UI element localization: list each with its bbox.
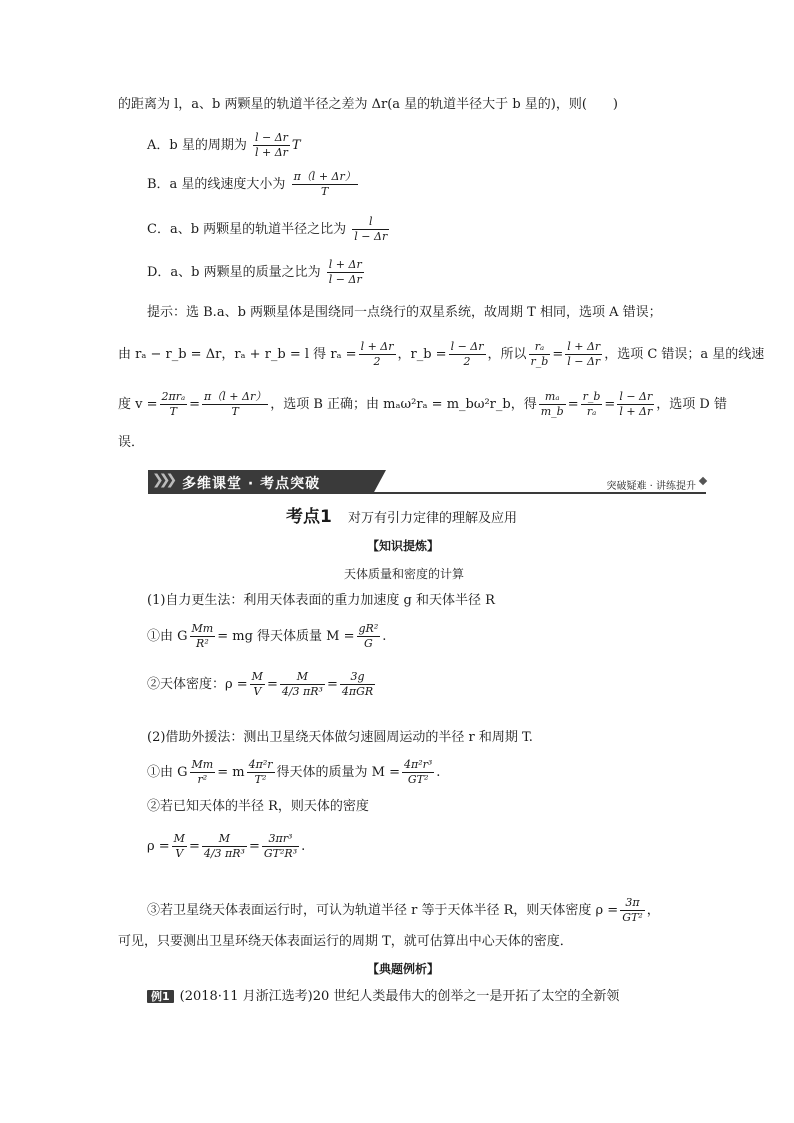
fraction-denominator: G: [363, 636, 373, 650]
formula-fraction: [160, 390, 188, 419]
formula-fraction: [529, 340, 551, 369]
formula-fraction: [202, 390, 268, 419]
hint-line-1: [147, 306, 662, 319]
method-2-conclusion: 可见，只要测出卫星环绕天体表面运行的周期 T，就可估算出中心天体的密度．: [118, 934, 573, 949]
hint-line-3: [118, 390, 727, 419]
fraction-numerator: 4π²r: [248, 758, 273, 771]
option-d-label: D．a、b 两颗星的质量之比为: [147, 264, 321, 280]
fraction-numerator: M: [173, 832, 185, 845]
option-b-fraction: [292, 170, 358, 199]
method-2-density-formula: [147, 832, 305, 861]
example-tag: 例1: [147, 990, 174, 1003]
fraction-denominator: l − Δr: [567, 354, 601, 368]
fraction-numerator: l − Δr: [254, 131, 288, 144]
method-1-title: (1)自力更生法：利用天体表面的重力加速度 g 和天体半径 R: [147, 593, 495, 608]
method-2-step-3: [147, 896, 660, 925]
fraction-numerator: l − Δr: [619, 390, 653, 403]
formula-fraction: [449, 340, 486, 369]
fraction-denominator: l − Δr: [328, 272, 362, 286]
hint-line-2: [118, 340, 764, 369]
hint-text: ，选项 C 错误；a 星的线速: [604, 346, 765, 362]
fraction-numerator: Mm: [191, 758, 214, 771]
fraction-numerator: 2πrₐ: [161, 390, 186, 403]
formula-fraction: [402, 758, 434, 787]
fraction-numerator: 3g: [340, 670, 375, 685]
section-banner: [148, 468, 706, 494]
question-stem-text: 的距离为 l，a、b 两颗星的轨道半径之差为 Δr(a 星的轨道半径大于 b 星的)，则( ): [118, 97, 618, 112]
hint-text: ，选项 B 正确；由 mₐω²rₐ = m_bω²r_b，得: [270, 396, 537, 412]
hint-text: =: [604, 396, 616, 412]
hint-text: ，所以: [487, 346, 527, 362]
fraction-denominator: r_b: [530, 354, 549, 368]
diamond-icon: [699, 477, 707, 485]
hint-text: =: [189, 396, 201, 412]
option-b-label: B．a 星的线速度大小为: [147, 176, 286, 192]
formula-fraction: [581, 390, 603, 419]
body-text: =: [188, 838, 200, 854]
fraction-denominator: l + Δr: [619, 404, 653, 418]
fraction-denominator: m_b: [540, 404, 564, 418]
body-text: ，: [646, 902, 660, 918]
formula-fraction: [357, 622, 381, 651]
option-b: [147, 170, 360, 199]
body-text: =: [248, 838, 260, 854]
hint-text: ，选项 D 错: [656, 396, 727, 412]
hint-text: 由 rₐ − r_b = Δr，rₐ + r_b = l 得 rₐ =: [118, 346, 357, 362]
fraction-denominator: R²: [196, 636, 209, 650]
body-text: =: [326, 676, 338, 692]
option-c: [147, 215, 391, 244]
kaodian-title: 对万有引力定律的理解及应用: [347, 511, 517, 526]
formula-fraction: [539, 390, 566, 419]
body-text: = m: [217, 764, 245, 780]
hint-text: ，r_b =: [397, 346, 447, 362]
body-text: = mg 得天体质量 M =: [217, 628, 355, 644]
fraction-numerator: l + Δr: [360, 340, 394, 353]
hint-text: 度 v =: [118, 396, 158, 412]
hint-text: =: [552, 346, 564, 362]
formula-fraction: [247, 758, 275, 787]
formula-fraction: [617, 390, 654, 419]
formula-fraction: [620, 896, 645, 925]
knowledge-heading: 【知识提炼】: [367, 539, 440, 553]
fraction-numerator: rₐ: [529, 340, 551, 355]
example-1: [147, 990, 619, 1003]
fraction-numerator: 3π: [620, 896, 645, 911]
fraction-denominator: T²: [254, 772, 267, 786]
body-text: =: [266, 676, 278, 692]
method-2-step-1: [147, 758, 440, 787]
fraction-numerator: l + Δr: [567, 340, 601, 353]
formula-fraction: [250, 670, 265, 699]
formula-fraction: [190, 622, 216, 651]
fraction-denominator: V: [175, 846, 184, 860]
fraction-denominator: l + Δr: [254, 145, 288, 159]
banner-title: 多维课堂 · 考点突破: [182, 476, 321, 492]
fraction-numerator: 4π²r³: [403, 758, 433, 771]
hint-text: 提示：选 B.a、b 两颗星体是围绕同一点绕行的双星系统，故周期 T 相同，选项 A 错误；: [147, 305, 662, 320]
fraction-denominator: 4πGR: [341, 684, 374, 698]
formula-fraction: [359, 340, 396, 369]
hint-text: 误．: [118, 435, 145, 450]
fraction-numerator: l: [352, 215, 389, 230]
fraction-numerator: Mm: [191, 622, 214, 635]
subtopic-title: 天体质量和密度的计算: [344, 567, 465, 581]
option-a-fraction: [253, 131, 290, 160]
fraction-denominator: V: [253, 684, 262, 698]
body-text: ①由 G: [147, 764, 188, 780]
fraction-numerator: M: [280, 670, 325, 685]
fraction-numerator: r_b: [582, 390, 601, 403]
fraction-denominator: T: [169, 404, 177, 418]
option-a: [147, 131, 301, 160]
fraction-numerator: M: [202, 832, 247, 847]
fraction-denominator: GT²R³: [263, 846, 298, 860]
option-a-label: A．b 星的周期为: [147, 137, 247, 153]
fraction-denominator: GT²: [622, 910, 643, 924]
fraction-denominator: rₐ: [586, 404, 597, 418]
body-text: .: [301, 838, 306, 854]
hint-text: =: [567, 396, 579, 412]
kaodian-number: 考点1: [286, 507, 332, 527]
fraction-denominator: 2: [373, 354, 381, 368]
body-text: 得天体的质量为 M =: [276, 764, 400, 780]
fraction-denominator: l − Δr: [354, 229, 388, 243]
method-1-step-1: [147, 622, 386, 651]
fraction-denominator: T: [231, 404, 239, 418]
option-a-suffix: T: [291, 137, 301, 153]
fraction-numerator: l + Δr: [328, 258, 362, 271]
body-text: .: [436, 764, 441, 780]
formula-fraction: [172, 832, 187, 861]
body-text: .: [382, 628, 387, 644]
example-heading: 【典题例析】: [367, 962, 440, 976]
fraction-numerator: π（l + Δr）: [293, 170, 356, 183]
method-2-title: (2)借助外援法：测出卫星绕天体做匀速圆周运动的半径 r 和周期 T.: [147, 730, 533, 745]
method-2-step-2: ②若已知天体的半径 R，则天体的密度: [147, 799, 369, 814]
option-c-label: C．a、b 两颗星的轨道半径之比为: [147, 221, 347, 237]
option-c-fraction: [352, 215, 389, 244]
fraction-denominator: r²: [197, 772, 208, 786]
chevron-right-icon: ❯❯❯: [152, 472, 173, 488]
option-d: [147, 258, 366, 287]
hint-line-4: [118, 436, 144, 449]
body-text: ρ =: [147, 838, 170, 854]
body-text: ③若卫星绕天体表面运行时，可认为轨道半径 r 等于天体半径 R，则天体密度 ρ =: [147, 902, 619, 918]
formula-fraction: [190, 758, 216, 787]
fraction-numerator: M: [251, 670, 263, 683]
formula-fraction: [340, 670, 375, 699]
fraction-numerator: gR²: [358, 622, 379, 635]
fraction-denominator: 2: [463, 354, 471, 368]
fraction-denominator: 4/3 πR³: [203, 846, 245, 860]
example-text: (2018·11 月浙江选考)20 世纪人类最伟大的创举之一是开拓了太空的全新领: [179, 989, 620, 1004]
kaodian-heading: [286, 509, 517, 526]
option-d-fraction: [327, 258, 364, 287]
formula-fraction: [565, 340, 602, 369]
body-text: ②天体密度：ρ =: [147, 676, 248, 692]
body-text: ①由 G: [147, 628, 188, 644]
fraction-numerator: π（l + Δr）: [204, 390, 267, 403]
formula-fraction: [280, 670, 325, 699]
question-stem-continuation: [118, 98, 618, 111]
method-1-step-2: [147, 670, 377, 699]
fraction-denominator: T: [320, 184, 329, 198]
fraction-numerator: mₐ: [539, 390, 566, 405]
fraction-numerator: 3πr³: [262, 832, 299, 847]
fraction-denominator: GT²: [407, 772, 429, 786]
fraction-numerator: l − Δr: [450, 340, 484, 353]
fraction-denominator: 4/3 πR³: [281, 684, 323, 698]
formula-fraction: [262, 832, 299, 861]
banner-right-caption: 突破疑难 · 讲练提升: [606, 481, 696, 492]
formula-fraction: [202, 832, 247, 861]
